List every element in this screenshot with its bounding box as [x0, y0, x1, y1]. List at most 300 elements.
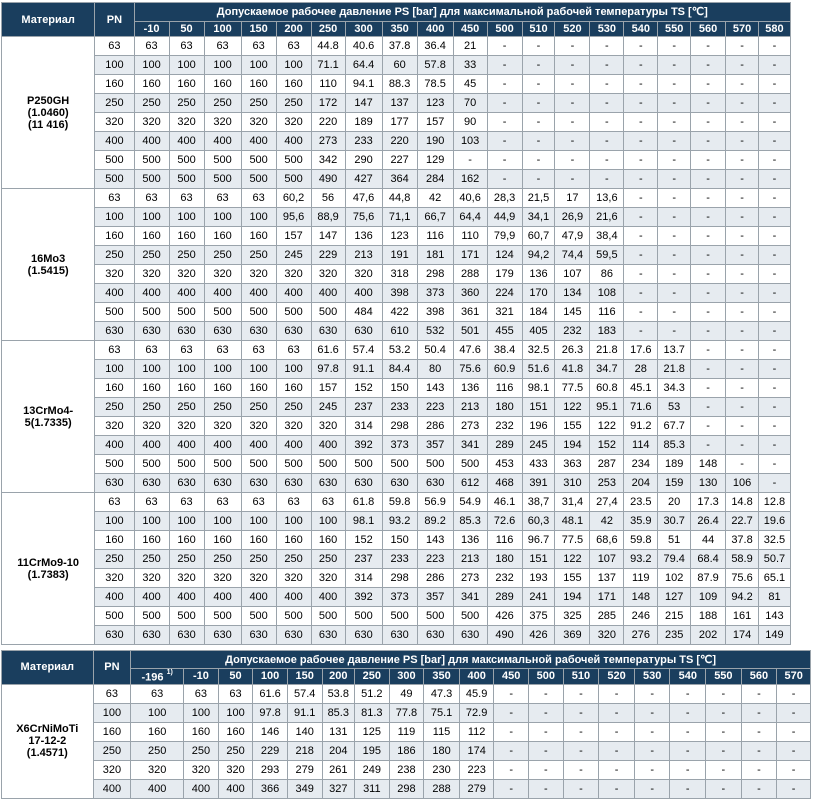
pn-cell: 160	[93, 722, 131, 741]
pressure-cell: 125	[355, 722, 390, 741]
pressure-cell: -	[691, 360, 726, 379]
pressure-cell: 160	[241, 75, 276, 94]
pressure-cell: 63	[134, 37, 169, 56]
pressure-cell: 500	[241, 455, 276, 474]
pressure-cell: 286	[417, 417, 453, 436]
pressure-cell: 320	[311, 417, 345, 436]
pressure-cell: 490	[487, 626, 522, 645]
pressure-cell: 88,9	[311, 208, 345, 227]
pressure-cell: 286	[417, 569, 453, 588]
pressure-cell: -	[758, 265, 790, 284]
pn-cell: 160	[95, 75, 134, 94]
pressure-cell: 630	[241, 626, 276, 645]
pressure-cell: -	[487, 132, 522, 151]
pressure-cell: 630	[382, 474, 417, 493]
pressure-cell: -	[529, 779, 564, 798]
pressure-cell: 500	[204, 151, 241, 170]
pressure-cell: 250	[169, 550, 204, 569]
pressure-cell: -	[563, 684, 599, 703]
pressure-cell: 13,6	[590, 189, 624, 208]
pressure-cell: -	[658, 284, 691, 303]
pn-cell: 250	[95, 94, 134, 113]
pressure-cell: -	[555, 75, 590, 94]
pressure-cell: -	[658, 94, 691, 113]
pressure-cell: -	[726, 360, 759, 379]
pressure-cell: 45.1	[624, 379, 658, 398]
pressure-cell: 151	[522, 550, 555, 569]
pressure-cell: 147	[345, 94, 382, 113]
pn-cell: 100	[95, 208, 134, 227]
pressure-cell: 180	[487, 398, 522, 417]
pressure-cell: 400	[276, 436, 311, 455]
pressure-cell: 100	[169, 56, 204, 75]
pressure-cell: 44,9	[487, 208, 522, 227]
pressure-cell: 160	[169, 75, 204, 94]
pressure-cell: 237	[345, 398, 382, 417]
pressure-cell: 97.8	[253, 703, 288, 722]
pressure-cell: 61.6	[253, 684, 288, 703]
pressure-cell: 44,8	[382, 189, 417, 208]
pressure-cell: 56	[311, 189, 345, 208]
pressure-cell: 612	[453, 474, 487, 493]
pn-cell: 400	[95, 284, 134, 303]
pressure-cell: -	[494, 760, 529, 779]
pressure-cell: 241	[522, 588, 555, 607]
pressure-cell: 100	[204, 360, 241, 379]
pressure-cell: 426	[487, 607, 522, 626]
pressure-cell: 213	[345, 246, 382, 265]
pressure-cell: 40,6	[453, 189, 487, 208]
pressure-cell: 630	[345, 322, 382, 341]
pressure-cell: -	[624, 265, 658, 284]
pressure-cell: 116	[487, 379, 522, 398]
pressure-cell: 400	[204, 436, 241, 455]
pressure-cell: 123	[417, 94, 453, 113]
pressure-cell: -	[726, 284, 759, 303]
pressure-cell: 26.4	[691, 512, 726, 531]
pressure-cell: 342	[311, 151, 345, 170]
pressure-cell: -	[624, 56, 658, 75]
pressure-table-carbon-alloy	[1, 2, 791, 645]
temp-header: 510	[563, 669, 599, 685]
pressure-cell: 100	[218, 703, 253, 722]
temp-header: 500	[529, 669, 564, 685]
pressure-cell: 400	[218, 779, 253, 798]
temp-value: -196	[141, 671, 164, 684]
table-row	[2, 189, 791, 208]
pressure-cell: 400	[241, 588, 276, 607]
pressure-cell: -	[726, 379, 759, 398]
pressure-cell: 112	[459, 722, 494, 741]
pressure-cell: 27,4	[590, 493, 624, 512]
pressure-cell: 95.1	[590, 398, 624, 417]
pressure-cell: -	[691, 284, 726, 303]
pn-cell: 320	[93, 760, 131, 779]
pressure-cell: 63	[204, 37, 241, 56]
pn-cell: 400	[95, 436, 134, 455]
pressure-cell: 60,7	[522, 227, 555, 246]
pressure-cell: 360	[453, 284, 487, 303]
pressure-cell: 91.2	[624, 417, 658, 436]
pressure-cell: -	[726, 303, 759, 322]
pressure-cell: 63	[134, 189, 169, 208]
pn-cell: 100	[95, 56, 134, 75]
pressure-cell: 63	[169, 341, 204, 360]
pressure-cell: 107	[555, 265, 590, 284]
pressure-cell: 320	[311, 265, 345, 284]
pressure-cell: 500	[204, 607, 241, 626]
pressure-cell: -	[691, 246, 726, 265]
pressure-cell: -	[494, 741, 529, 760]
pressure-cell: -	[726, 56, 759, 75]
pressure-cell: -	[670, 760, 706, 779]
pressure-cell: -	[590, 170, 624, 189]
pressure-cell: 50.7	[758, 550, 790, 569]
pressure-cell: 400	[241, 436, 276, 455]
table-row	[2, 455, 791, 474]
material-name-line: 16Mo3	[31, 252, 66, 265]
pressure-cell: 364	[382, 170, 417, 189]
pressure-cell: -	[599, 684, 635, 703]
pressure-cell: 325	[555, 607, 590, 626]
pressure-cell: 28,3	[487, 189, 522, 208]
pressure-cell: 500	[453, 607, 487, 626]
pn-cell: 500	[95, 455, 134, 474]
pressure-cell: 630	[204, 474, 241, 493]
pressure-cell: 500	[241, 303, 276, 322]
pressure-cell: 51.2	[355, 684, 390, 703]
pressure-cell: 288	[424, 779, 460, 798]
pressure-cell: -	[758, 170, 790, 189]
pn-cell: 160	[95, 531, 134, 550]
pressure-cell: 227	[382, 151, 417, 170]
pressure-cell: 405	[522, 322, 555, 341]
pressure-cell: 250	[134, 246, 169, 265]
pressure-cell: 100	[169, 208, 204, 227]
pressure-cell: -	[741, 779, 777, 798]
pressure-cell: 149	[758, 626, 790, 645]
pressure-cell: 84.4	[382, 360, 417, 379]
pressure-cell: 106	[726, 474, 759, 493]
pressure-cell: 500	[134, 303, 169, 322]
pressure-cell: 250	[241, 94, 276, 113]
pressure-cell: -	[624, 151, 658, 170]
pressure-cell: 100	[134, 360, 169, 379]
pressure-cell: 45.9	[459, 684, 494, 703]
pressure-cell: -	[487, 151, 522, 170]
pressure-cell: -	[487, 56, 522, 75]
pressure-cell: 61.6	[311, 341, 345, 360]
pressure-cell: 146	[253, 722, 288, 741]
pressure-cell: 94.1	[345, 75, 382, 94]
pressure-cell: 63	[131, 684, 184, 703]
pressure-cell: -	[522, 113, 555, 132]
pressure-cell: 100	[241, 512, 276, 531]
pressure-cell: 373	[417, 284, 453, 303]
pressure-cell: 273	[311, 132, 345, 151]
pressure-cell: 630	[169, 322, 204, 341]
pressure-cell: 63	[241, 341, 276, 360]
pressure-cell: 630	[276, 626, 311, 645]
pressure-cell: 195	[355, 741, 390, 760]
pressure-cell: -	[691, 75, 726, 94]
pressure-cell: 630	[345, 474, 382, 493]
temp-header: 200	[322, 669, 355, 685]
pressure-cell: 152	[345, 531, 382, 550]
pressure-cell: 110	[453, 227, 487, 246]
pressure-cell: 98.1	[522, 379, 555, 398]
pressure-cell: 630	[241, 322, 276, 341]
pressure-cell: 234	[624, 455, 658, 474]
table-row	[2, 531, 791, 550]
pressure-table-stainless	[1, 650, 811, 799]
pressure-cell: 100	[241, 208, 276, 227]
table-row	[2, 588, 791, 607]
pressure-cell: -	[624, 303, 658, 322]
pn-cell: 500	[95, 151, 134, 170]
pressure-cell: -	[529, 703, 564, 722]
pressure-cell: -	[691, 322, 726, 341]
pressure-cell: 433	[522, 455, 555, 474]
pressure-cell: 500	[204, 303, 241, 322]
pressure-cell: 320	[169, 113, 204, 132]
pn-cell: 500	[95, 170, 134, 189]
pressure-cell: 320	[204, 417, 241, 436]
pressure-cell: -	[522, 75, 555, 94]
pressure-cell: 159	[658, 474, 691, 493]
table-row	[2, 246, 791, 265]
table-row	[2, 132, 791, 151]
pressure-cell: 63	[276, 341, 311, 360]
pressure-cell: 100	[131, 703, 184, 722]
pressure-cell: 78.5	[417, 75, 453, 94]
pressure-cell: -	[758, 75, 790, 94]
temp-header: 400	[459, 669, 494, 685]
pressure-cell: 398	[382, 284, 417, 303]
temp-header: 200	[276, 22, 311, 37]
table-row	[2, 208, 791, 227]
pressure-cell: 174	[726, 626, 759, 645]
pressure-cell: 250	[169, 94, 204, 113]
table-row	[2, 550, 791, 569]
pressure-cell: 100	[169, 360, 204, 379]
pressure-cell: 160	[241, 227, 276, 246]
pressure-cell: -	[691, 379, 726, 398]
pressure-cell: -	[758, 360, 790, 379]
pressure-cell: 116	[417, 227, 453, 246]
pressure-cell: 21.8	[658, 360, 691, 379]
pressure-cell: 320	[134, 569, 169, 588]
pressure-cell: 218	[287, 741, 322, 760]
pressure-cell: 67.7	[658, 417, 691, 436]
pressure-cell: 273	[453, 417, 487, 436]
pressure-cell: 95,6	[276, 208, 311, 227]
temp-header: 150	[241, 22, 276, 37]
pressure-cell: 38.4	[487, 341, 522, 360]
pressure-cell: 63	[169, 493, 204, 512]
pressure-cell: 21.8	[590, 341, 624, 360]
pressure-cell: 155	[555, 417, 590, 436]
pressure-cell: 189	[345, 113, 382, 132]
pressure-cell: 100	[134, 208, 169, 227]
pressure-cell: -	[691, 227, 726, 246]
pressure-cell: 151	[522, 398, 555, 417]
pressure-cell: 14.8	[726, 493, 759, 512]
pressure-cell: 453	[487, 455, 522, 474]
pressure-cell: 60,2	[276, 189, 311, 208]
pressure-cell: 237	[345, 550, 382, 569]
pressure-cell: 287	[590, 455, 624, 474]
pressure-cell: -	[758, 398, 790, 417]
pressure-cell: 400	[204, 132, 241, 151]
pressure-cell: 143	[417, 379, 453, 398]
pressure-cell: -	[726, 398, 759, 417]
pressure-cell: 72.6	[487, 512, 522, 531]
pn-cell: 500	[95, 607, 134, 626]
pressure-cell: 189	[658, 455, 691, 474]
temp-header: 150	[287, 669, 322, 685]
pressure-cell: 51.6	[522, 360, 555, 379]
pressure-cell: 229	[311, 246, 345, 265]
pressure-cell: -	[758, 151, 790, 170]
pressure-cell: 63	[204, 341, 241, 360]
pressure-cell: 183	[590, 322, 624, 341]
pressure-cell: 245	[276, 246, 311, 265]
pressure-cell: -	[494, 703, 529, 722]
pressure-cell: 400	[241, 284, 276, 303]
pressure-cell: 63	[241, 189, 276, 208]
pressure-cell: 341	[453, 588, 487, 607]
pressure-cell: 400	[204, 588, 241, 607]
pressure-cell: -	[494, 779, 529, 798]
temp-header: 100	[253, 669, 288, 685]
pressure-cell: -	[726, 455, 759, 474]
table-row	[2, 607, 791, 626]
table-row	[2, 512, 791, 531]
pn-cell: 400	[95, 132, 134, 151]
table-row	[2, 474, 791, 493]
temp-header: 250	[311, 22, 345, 37]
pressure-cell: 400	[311, 284, 345, 303]
pn-cell: 250	[95, 398, 134, 417]
material-cell	[2, 189, 95, 341]
pressure-cell: 490	[311, 170, 345, 189]
pressure-cell: 500	[345, 607, 382, 626]
pressure-cell: 246	[624, 607, 658, 626]
pressure-cell: -	[563, 722, 599, 741]
footnote-marker: 1)	[166, 669, 173, 676]
pressure-cell: 320	[276, 417, 311, 436]
pressure-cell: -	[777, 741, 811, 760]
pressure-cell: 320	[184, 760, 219, 779]
table-row	[2, 94, 791, 113]
pressure-cell: 293	[253, 760, 288, 779]
pressure-cell: 137	[590, 569, 624, 588]
pressure-cell: 160	[276, 75, 311, 94]
pressure-cell: 42	[590, 512, 624, 531]
pressure-cell: -	[624, 322, 658, 341]
pressure-cell: 321	[487, 303, 522, 322]
temp-header: 520	[599, 669, 635, 685]
pressure-cell: -	[624, 227, 658, 246]
table-row	[2, 569, 791, 588]
pn-cell: 400	[95, 588, 134, 607]
pressure-cell: 160	[204, 75, 241, 94]
pressure-cell: 177	[382, 113, 417, 132]
temp-header: 530	[590, 22, 624, 37]
temp-header: 560	[691, 22, 726, 37]
temp-header	[131, 669, 184, 685]
pressure-cell: 32.5	[522, 341, 555, 360]
pressure-cell: 88.3	[382, 75, 417, 94]
pn-cell: 320	[95, 113, 134, 132]
material-cell	[2, 37, 95, 189]
table-row	[2, 151, 791, 170]
pressure-cell: 288	[453, 265, 487, 284]
pressure-cell: 87.9	[691, 569, 726, 588]
pressure-cell: 400	[184, 779, 219, 798]
pressure-cell: 250	[218, 741, 253, 760]
pressure-cell: -	[529, 760, 564, 779]
pressure-cell: 100	[241, 56, 276, 75]
pressure-cell: 400	[169, 436, 204, 455]
pressure-cell: -	[758, 56, 790, 75]
material-cell	[2, 341, 95, 493]
pressure-cell: -	[555, 37, 590, 56]
pressure-cell: 148	[624, 588, 658, 607]
pressure-cell: 49	[389, 684, 424, 703]
pressure-cell: 250	[204, 246, 241, 265]
pressure-cell: 320	[276, 265, 311, 284]
pressure-cell: 47.3	[424, 684, 460, 703]
pressure-cell: 160	[169, 531, 204, 550]
pressure-cell: 500	[345, 455, 382, 474]
pressure-cell: 357	[417, 436, 453, 455]
pressure-cell: 50.4	[417, 341, 453, 360]
pn-cell: 100	[95, 360, 134, 379]
pressure-cell: 320	[131, 760, 184, 779]
pressure-cell: 400	[276, 588, 311, 607]
pressure-cell: 160	[131, 722, 184, 741]
pressure-cell: -	[691, 132, 726, 151]
header-pressure-title: Допускаемое рабочее давление PS [bar] для максимальной рабочей температуры TS [℃]	[131, 651, 811, 669]
pressure-cell: 171	[453, 246, 487, 265]
pressure-cell: 400	[311, 588, 345, 607]
temp-header: 250	[355, 669, 390, 685]
pressure-cell: 188	[691, 607, 726, 626]
pressure-cell: 314	[345, 569, 382, 588]
pressure-cell: 157	[311, 379, 345, 398]
pressure-cell: 250	[241, 398, 276, 417]
temp-header: 450	[494, 669, 529, 685]
pressure-cell: -	[670, 703, 706, 722]
pressure-cell: -	[658, 208, 691, 227]
pressure-cell: 250	[204, 94, 241, 113]
pressure-cell: -	[624, 284, 658, 303]
pressure-cell: 123	[382, 227, 417, 246]
pressure-cell: -	[658, 265, 691, 284]
pressure-cell: -	[590, 113, 624, 132]
pressure-cell: 152	[590, 436, 624, 455]
pressure-cell: -	[691, 113, 726, 132]
pressure-cell: 500	[311, 455, 345, 474]
pressure-cell: 630	[417, 626, 453, 645]
pressure-cell: 100	[276, 360, 311, 379]
table-row	[2, 703, 811, 722]
pressure-cell: 72.9	[459, 703, 494, 722]
pressure-cell: -	[624, 189, 658, 208]
pressure-cell: -	[599, 779, 635, 798]
